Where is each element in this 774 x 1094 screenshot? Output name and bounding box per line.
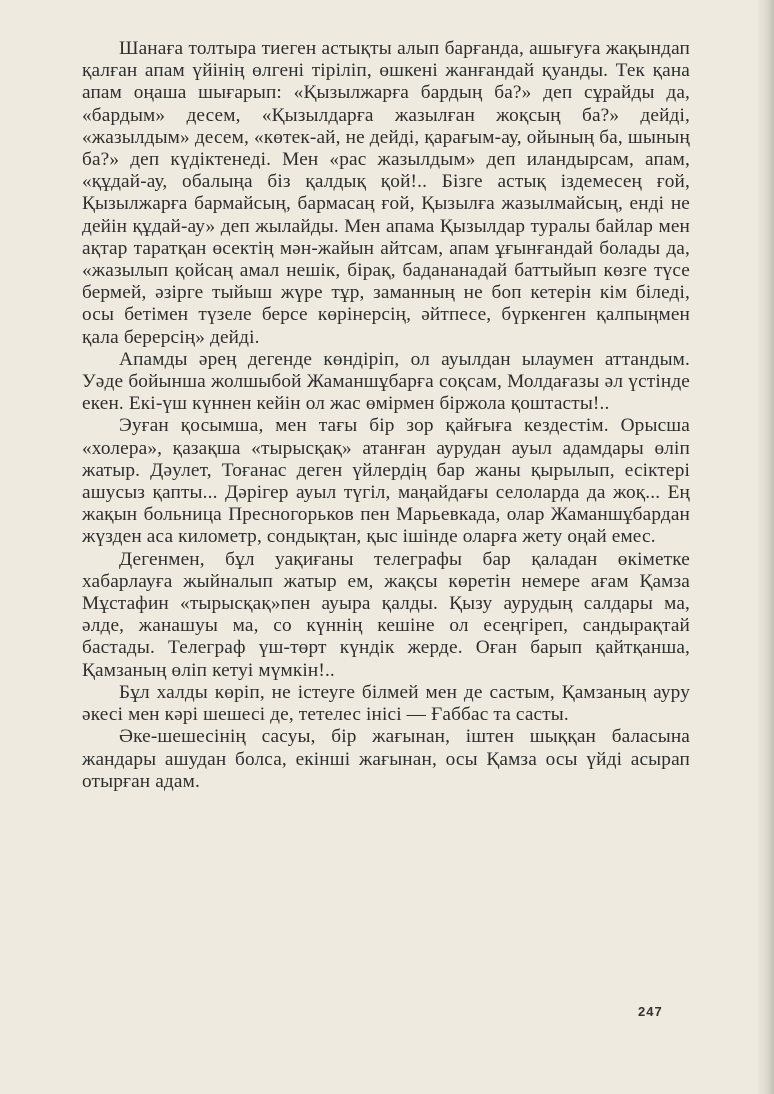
paragraph-2: Апамды әрең дегенде көндіріп, ол ауылдан ылаумен аттандым. Уәде бойынша жолшыбой Жаманшұбарға соқсам, Молдағазы әл үстінде екен. Екі-үш күннен кейін ол жас өмірмен біржола қоштасты!.. — [82, 348, 690, 415]
paragraph-6: Әке-шешесінің сасуы, бір жағынан, іштен шыққан баласына жандары ашудан болса, екінші жағынан, осы Қамза осы үйді асырап отырған адам. — [82, 726, 690, 792]
paragraph-4: Дегенмен, бұл уақиғаны телеграфы бар қаладан өкіметке хабарлауға жыйналып жатыр ем, жақсы көретін немере ағам Қамза Мұстафин «тырысқақ»пен ауыра қалды. Қызу аурудың салдары ма, әлде, жанашуы ма, со күннің кешіне ол есеңгіреп, сандырақтай бастады. Телеграф үш-төрт күндік жерде. Оған барып қайтқанша, Қамзаның өліп кетуі мүмкін!.. — [82, 548, 690, 681]
paragraph-1: Шанаға толтыра тиеген астықты алып барғанда, ашығуға жақындап қалған апам үйінің өлгені тіріліп, өшкені жанғандай қуанды. Тек қана апам оңаша шығарып: «Қызылжарға бардың ба?» деп сұрайды да, «бардым» десем, «Қызылдарға жазылған жоқсың ба?» дейді, «жазылдым» десем, «көтек-ай, не дейді, қарағым-ау, ойының ба, шының ба?» деп күдіктенеді. Мен «рас жазылдым» деп иландырсам, апам, «құдай-ау, обалыңа біз қалдық қой!.. Бізге астық іздемесең ғой, Қызылжарға бармайсың, бармасаң ғой, Қызылға жазылмайсың, енді не дейін құдай-ау» деп жылайды. Мен апама Қызылдар туралы байлар мен ақтар таратқан өсектің мән-жайын айтсам, апам ұғынғандай болады да, «жазылып қойсаң амал нешік, бірақ, бадананадай баттыйып көзге түсе бермей, әзірге тыйыш жүре тұр, заманның не боп кетерін кім біледі, осы бетімен түзеле берсе көрінерсің, әйтпесе, бүркенген қалпыңмен қала берерсің» дейді. — [82, 38, 690, 348]
paragraph-5: Бұл халды көріп, не істеуге білмей мен де састым, Қамзаның ауру әкесі мен кәрі шешесі де, тетелес інісі — Ғаббас та састы. — [82, 681, 690, 726]
page-number: 247 — [638, 1004, 663, 1019]
paragraph-3: Эуған қосымша, мен тағы бір зор қайғыға кездестім. Орысша «холера», қазақша «тырысқақ» атанған аурудан ауыл адамдары өліп жатыр. Дәулет, Тоғанас деген үйлердің бар жаны қырылып, есіктері ашусыз қапты... Дәрігер ауыл түгіл, маңайдағы селоларда да жоқ... Ең жақын больница Пресногорьков пен Марьевкада, олар Жаманшұбардан жүзден аса километр, сондықтан, қыс ішінде оларға жету оңай емес. — [82, 415, 690, 548]
page-edge-shadow — [756, 0, 774, 1094]
body-text — [82, 38, 690, 793]
